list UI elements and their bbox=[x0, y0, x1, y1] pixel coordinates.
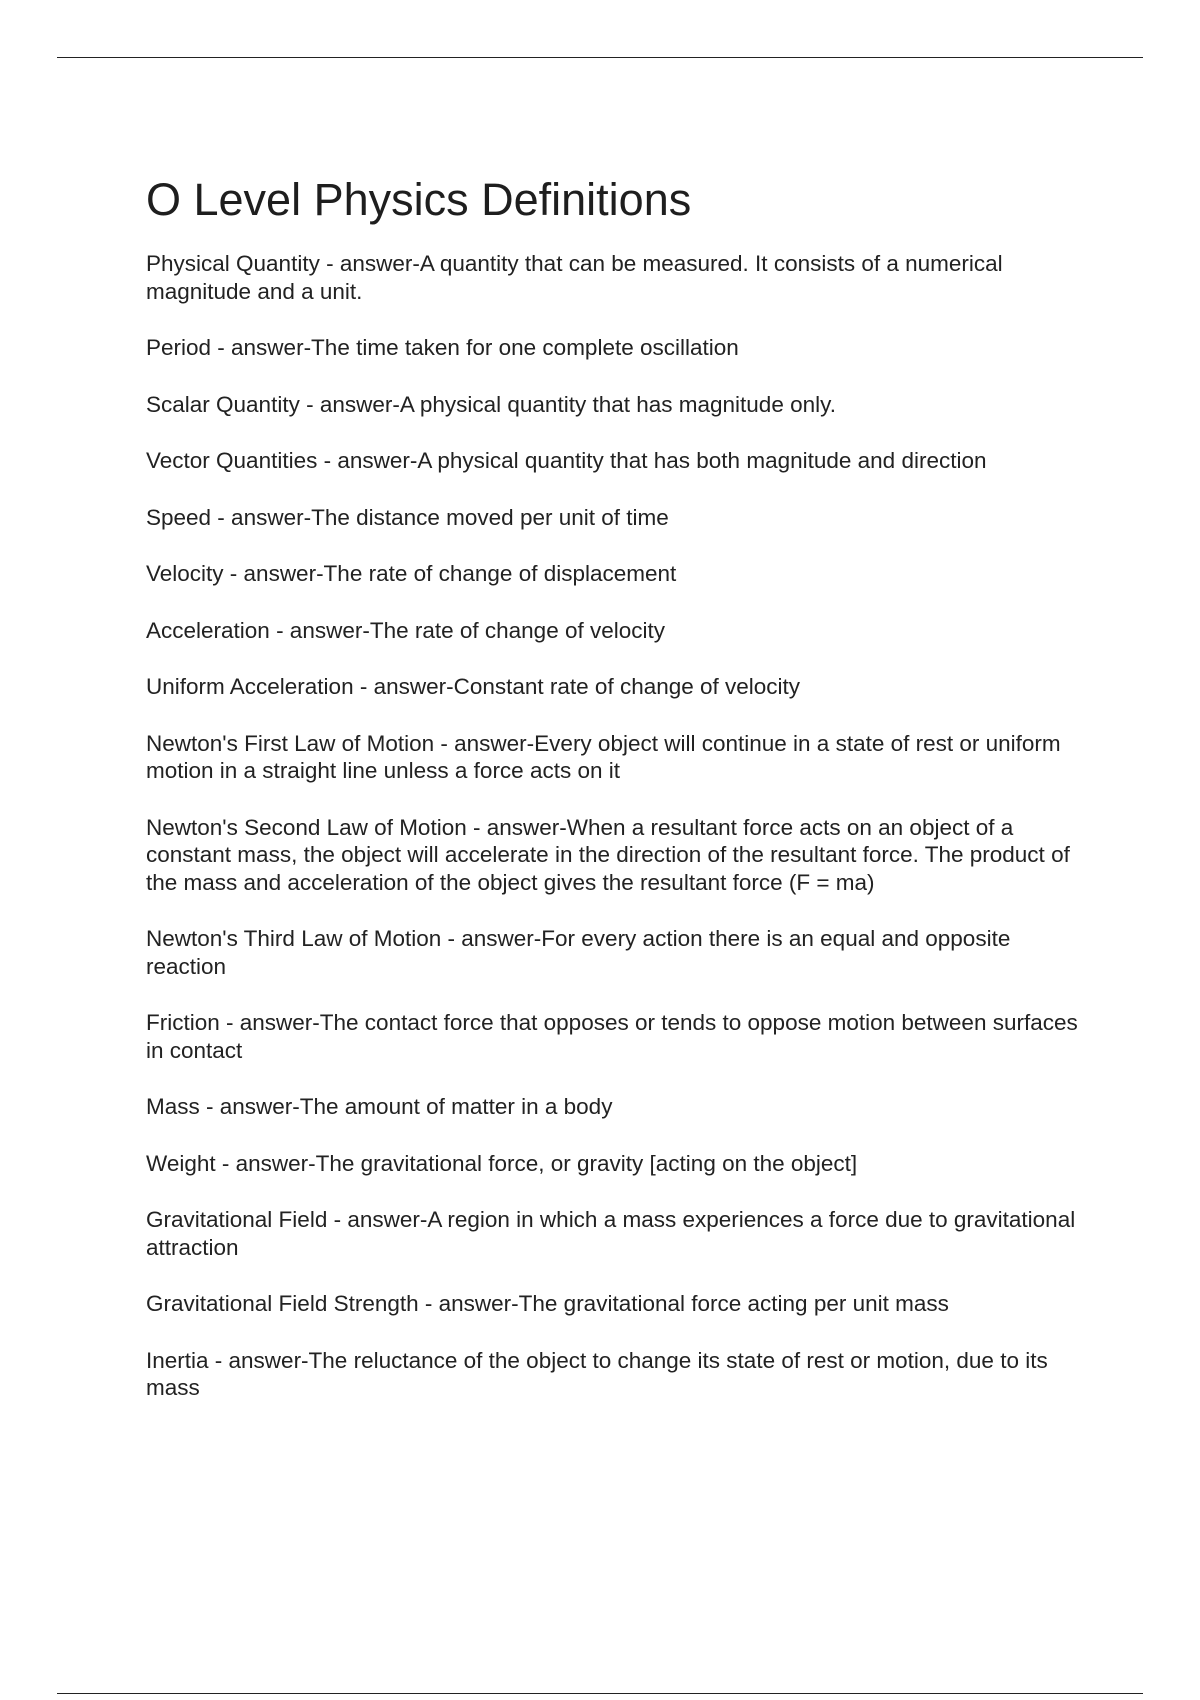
definition-scalar-quantity: Scalar Quantity - answer-A physical quantity that has magnitude only. bbox=[146, 391, 836, 417]
top-rule bbox=[57, 57, 1143, 58]
definition-newtons-first-law: Newton's First Law of Motion - answer-Every object will continue in a state of rest or uniform motion in a straight line unless a force acts on it bbox=[146, 730, 1061, 783]
definition-gravitational-field: Gravitational Field - answer-A region in which a mass experiences a force due to gravitational attraction bbox=[146, 1207, 1076, 1260]
document-body bbox=[146, 172, 1096, 1431]
definition-inertia: Inertia - answer-The reluctance of the object to change its state of rest or motion, due to its mass bbox=[146, 1347, 1048, 1400]
definition-velocity: Velocity - answer-The rate of change of displacement bbox=[146, 561, 677, 586]
definition-newtons-third-law: Newton's Third Law of Motion - answer-For every action there is an equal and opposite reaction bbox=[146, 926, 1011, 979]
definition-mass: Mass - answer-The amount of matter in a body bbox=[146, 1094, 613, 1119]
definition-acceleration: Acceleration - answer-The rate of change of velocity bbox=[146, 617, 666, 643]
definition-weight: Weight - answer-The gravitational force, or gravity [acting on the object] bbox=[146, 1150, 858, 1176]
definition-newtons-second-law: Newton's Second Law of Motion - answer-When a resultant force acts on an object of a constant mass, the object will accelerate in the direction of the resultant force. The product of the mass and acceleration of the object gives the resultant force (F = ma) bbox=[146, 814, 1070, 895]
definition-period: Period - answer-The time taken for one complete oscillation bbox=[146, 335, 739, 360]
definition-speed: Speed - answer-The distance moved per unit of time bbox=[146, 504, 669, 530]
definition-uniform-acceleration: Uniform Acceleration - answer-Constant rate of change of velocity bbox=[146, 674, 801, 699]
definition-friction: Friction - answer-The contact force that opposes or tends to oppose motion between surfaces in contact bbox=[146, 1010, 1078, 1063]
bottom-rule bbox=[57, 1693, 1143, 1694]
definitions-list bbox=[146, 250, 1096, 1402]
definition-gravitational-field-strength: Gravitational Field Strength - answer-The gravitational force acting per unit mass bbox=[146, 1291, 949, 1316]
definition-physical-quantity: Physical Quantity - answer-A quantity that can be measured. It consists of a numerical magnitude and a unit. bbox=[146, 251, 1003, 304]
document-title: O Level Physics Definitions bbox=[146, 174, 692, 225]
definition-vector-quantities: Vector Quantities - answer-A physical quantity that has both magnitude and direction bbox=[146, 448, 987, 473]
